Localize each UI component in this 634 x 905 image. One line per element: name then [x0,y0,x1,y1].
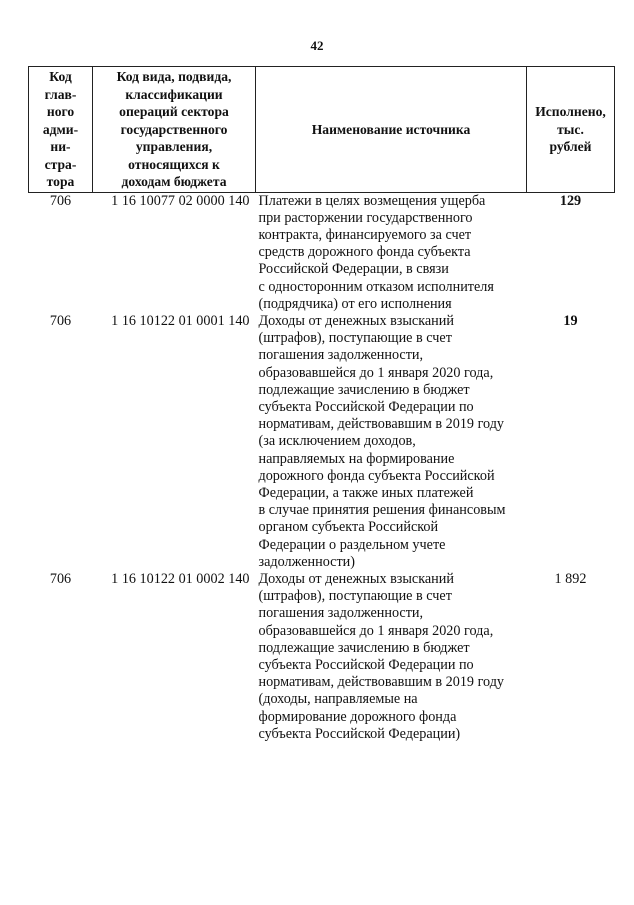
admin-code-cell: 706 [49,570,72,587]
header-executed: Исполнено, тыс. рублей [527,67,615,193]
table-row [29,192,615,313]
header-admin-code: Код глав- ного адми- ни- стра- тора [29,67,93,193]
amount-cell: 129 [559,192,582,209]
budget-sources-table [28,66,615,743]
source-name-cell: Доходы от денежных взысканий (штрафов), поступающие в счет погашения задолженности, образовавшейся до 1 января 2020 года, подлежащие зачислению в бюджет субъекта Российской Федерации по нормативам, действовавшим в 2019 году (доходы, направляемые на формирование дорожного фонда субъекта Российской Федерации) [258,570,505,742]
page-number: 42 [310,38,324,53]
table-row [29,571,615,743]
table-row [29,313,615,571]
amount-cell: 1 892 [554,570,587,587]
class-code-cell: 1 16 10122 01 0002 140 [111,570,250,587]
header-class-code: Код вида, подвида, классификации операций сектора государственного управления, относящихся к доходам бюджета [93,67,256,193]
amount-cell: 19 [563,312,578,329]
admin-code-cell: 706 [49,312,72,329]
class-code-cell: 1 16 10077 02 0000 140 [111,192,250,209]
class-code-cell: 1 16 10122 01 0001 140 [111,312,250,329]
header-source-name: Наименование источника [256,67,527,193]
table-header-row [29,67,615,193]
source-name-cell: Платежи в целях возмещения ущерба при расторжении государственного контракта, финансируемого за счет средств дорожного фонда субъекта Российской Федерации, в связи с односторонним отказом исполнителя (подрядчика) от его исполнения [258,192,494,312]
admin-code-cell: 706 [49,192,72,209]
source-name-cell: Доходы от денежных взысканий (штрафов), поступающие в счет погашения задолженности, образовавшейся до 1 января 2020 года, подлежащие зачислению в бюджет субъекта Российской Федерации по нормативам, действовавшим в 2019 году (за исключением доходов, направляемых на формирование дорожного фонда субъекта Российской Федерации, а также иных платежей в случае принятия решения финансовым органом субъекта Российской Федерации о раздельном учете задолженности) [258,312,506,570]
